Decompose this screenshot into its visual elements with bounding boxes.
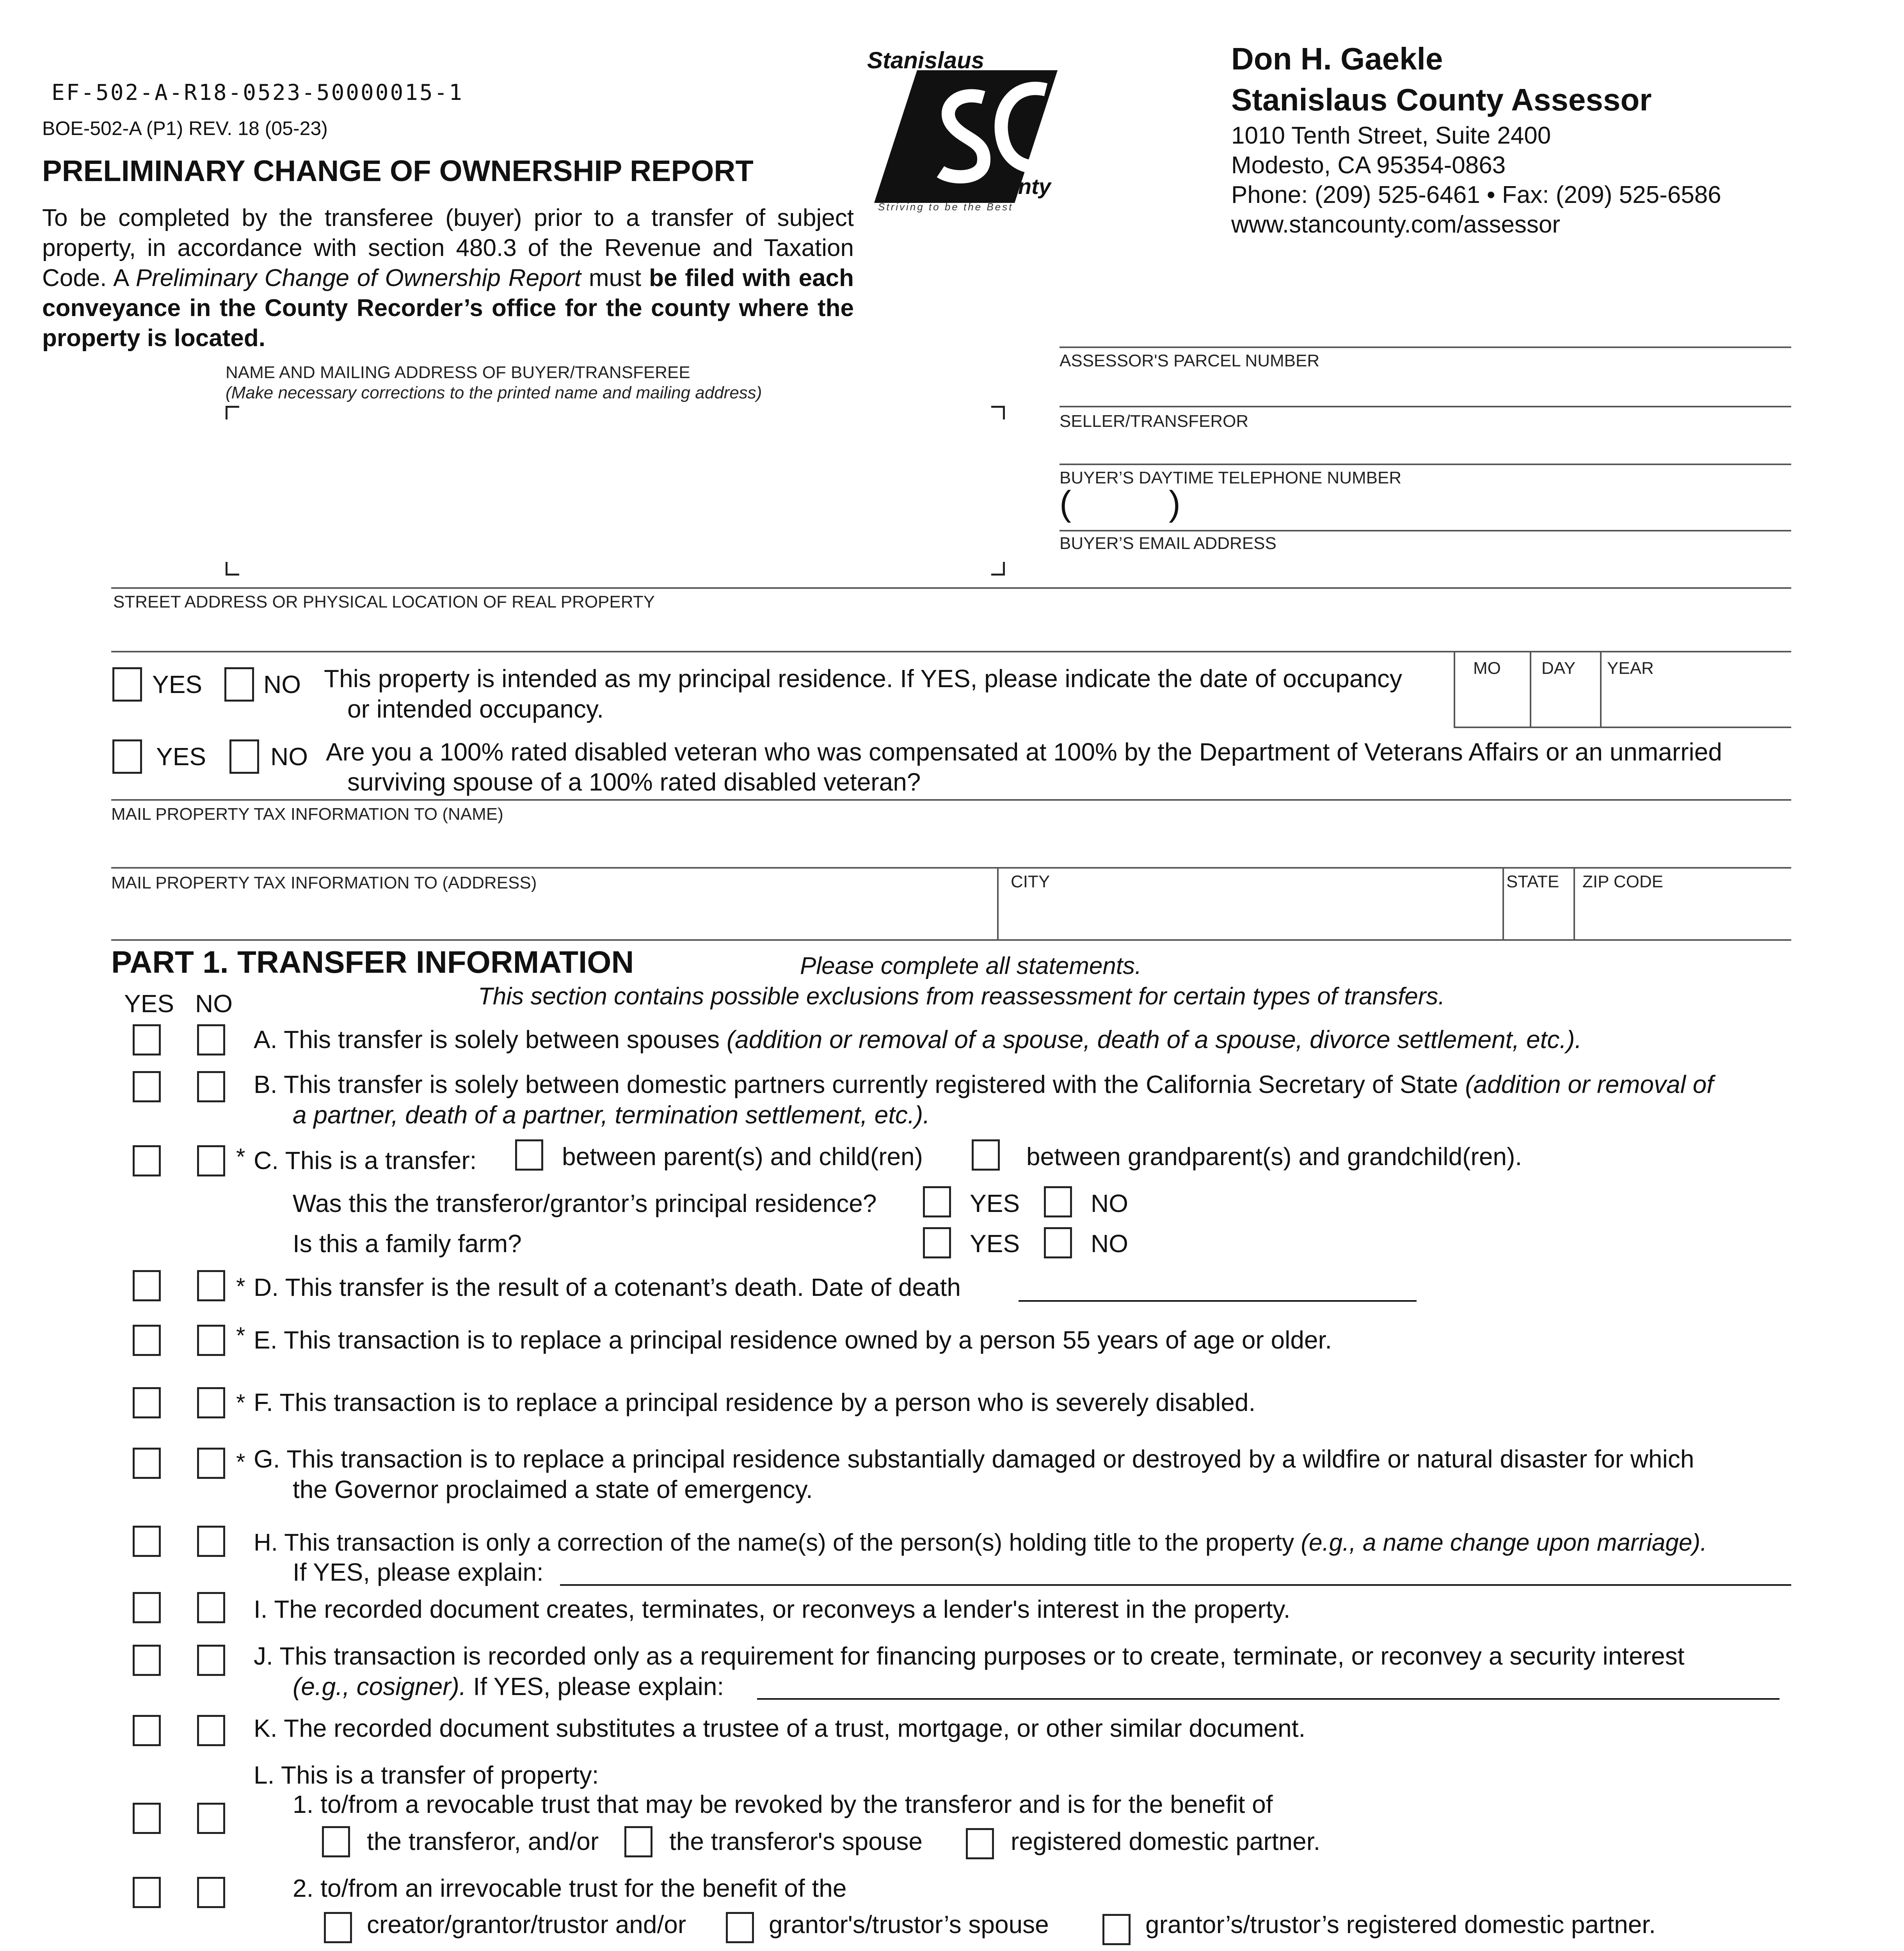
county-logo [866,47,1061,219]
item-e-yes-checkbox[interactable] [133,1325,161,1356]
email-label: BUYER’S EMAIL ADDRESS [1060,534,1276,553]
item-h-yes-checkbox[interactable] [133,1526,161,1557]
buyer-name-label: NAME AND MAILING ADDRESS OF BUYER/TRANSFEREE [226,363,690,382]
domestic-partner-label: registered domestic partner. [1011,1827,1321,1855]
item-l1-no-checkbox[interactable] [197,1803,225,1834]
phone-field[interactable]: ( ) [1060,484,1180,523]
no-label: NO [1091,1189,1128,1217]
apn-label: ASSESSOR'S PARCEL NUMBER [1060,351,1320,370]
grantor-partner-label: grantor’s/trustor’s registered domestic partner. [1145,1910,1656,1939]
item-h-no-checkbox[interactable] [197,1526,225,1557]
item-i-text: I. The recorded document creates, terminates, or reconveys a lender's interest in the property. [254,1595,1291,1623]
item-c-no-checkbox[interactable] [197,1145,225,1176]
residence-c-yes-checkbox[interactable] [923,1186,951,1217]
col-yes-header: YES [124,990,174,1018]
assessor-web[interactable]: www.stancounty.com/assessor [1231,211,1561,238]
transferor-spouse-label: the transferor's spouse [669,1827,923,1855]
mail-name-field[interactable] [111,824,1791,865]
item-h-text: H. This transaction is only a correction of the name(s) of the person(s) holding title to the property (e.g., a name change upon marriage). [254,1529,1707,1556]
item-c-q1: Was this the transferor/grantor’s principal residence? [293,1189,877,1217]
assessor-address2: Modesto, CA 95354-0863 [1231,152,1506,179]
assessor-contact [1231,121,1721,240]
item-j-no-checkbox[interactable] [197,1645,225,1676]
divider [111,651,1791,652]
item-j-text-2: (e.g., cosigner). If YES, please explain: [293,1672,724,1700]
divider [111,799,1791,801]
no-label: NO [270,743,308,771]
asterisk: * [236,1144,245,1170]
item-l1-text: 1. to/from a revocable trust that may be revoked by the transferor and is for the benefit of [293,1790,1273,1818]
grantor-spouse-checkbox[interactable] [726,1912,754,1943]
asterisk: * [236,1273,245,1299]
apn-field[interactable] [1060,371,1791,405]
occupancy-day-field[interactable] [1532,679,1599,726]
transferor-spouse-checkbox[interactable] [624,1826,652,1857]
yes-label: YES [152,670,203,698]
item-l2-text: 2. to/from an irrevocable trust for the benefit of the [293,1874,847,1902]
item-j-text: J. This transaction is recorded only as a requirement for financing purposes or to create, terminate, or reconvey a security interest [254,1642,1685,1670]
item-g-yes-checkbox[interactable] [133,1448,161,1479]
transferor-checkbox[interactable] [322,1826,350,1857]
logo-bottom-text: County [976,174,1051,199]
grandparent-label: between grandparent(s) and grandchild(ren). [1026,1143,1522,1171]
veteran-no-checkbox[interactable] [229,739,259,774]
yes-label: YES [970,1230,1020,1258]
item-d-yes-checkbox[interactable] [133,1270,161,1301]
seller-field[interactable] [1060,431,1791,462]
item-k-yes-checkbox[interactable] [133,1715,161,1746]
item-g-text: G. This transaction is to replace a principal residence substantially damaged or destroyed by a wildfire or natural disaster for which [254,1445,1694,1473]
zip-label: ZIP CODE [1582,872,1664,891]
city-label: CITY [1011,872,1050,891]
item-g-no-checkbox[interactable] [197,1448,225,1479]
item-l2-no-checkbox[interactable] [197,1877,225,1908]
asterisk: * [236,1390,245,1416]
seller-label: SELLER/TRANSFEROR [1060,412,1249,431]
item-b-yes-checkbox[interactable] [133,1071,161,1102]
item-l2-yes-checkbox[interactable] [133,1877,161,1908]
assessor-office: Stanislaus County Assessor [1231,82,1652,117]
assessor-address1: 1010 Tenth Street, Suite 2400 [1231,122,1551,149]
item-c-q2: Is this a family farm? [293,1230,522,1258]
divider [997,867,999,939]
grantor-spouse-label: grantor's/trustor’s spouse [769,1910,1049,1939]
form-number: BOE-502-A (P1) REV. 18 (05-23) [42,117,328,139]
residence-no-checkbox[interactable] [224,667,254,702]
item-i-no-checkbox[interactable] [197,1592,225,1623]
divider [1060,406,1791,407]
address-corner-br [991,562,1005,576]
yes-label: YES [970,1189,1020,1217]
mail-name-label: MAIL PROPERTY TAX INFORMATION TO (NAME) [111,805,503,824]
state-field[interactable] [1505,894,1572,937]
item-e-no-checkbox[interactable] [197,1325,225,1356]
asterisk: * [236,1449,245,1475]
item-f-no-checkbox[interactable] [197,1387,225,1418]
occupancy-month-field[interactable] [1456,679,1528,726]
farm-yes-checkbox[interactable] [923,1227,951,1258]
creator-label: creator/grantor/trustor and/or [367,1910,686,1939]
year-label: YEAR [1607,659,1654,678]
divider [1454,727,1791,728]
divider [111,939,1791,941]
divider [1060,464,1791,465]
item-h-explain-label: If YES, please explain: [293,1558,544,1586]
street-label: STREET ADDRESS OR PHYSICAL LOCATION OF REAL PROPERTY [113,592,655,611]
item-c-yes-checkbox[interactable] [133,1145,161,1176]
item-c-text: C. This is a transfer: [254,1146,477,1175]
residence-c-no-checkbox[interactable] [1044,1186,1072,1217]
divider [1060,346,1791,348]
form-code: EF-502-A-R18-0523-50000015-1 [52,80,464,105]
occupancy-year-field[interactable] [1603,679,1790,726]
part1-subtitle: This section contains possible exclusions from reassessment for certain types of transfers. [478,983,1445,1010]
item-g-text-2: the Governor proclaimed a state of emergency. [293,1475,813,1503]
mo-label: MO [1473,659,1501,678]
item-f-text: F. This transaction is to replace a principal residence by a person who is severely disabled. [254,1388,1256,1416]
item-j-yes-checkbox[interactable] [133,1645,161,1676]
address-corner-bl [226,562,239,576]
logo-top-text: Stanislaus [867,47,985,73]
item-k-no-checkbox[interactable] [197,1715,225,1746]
residence-yes-checkbox[interactable] [112,667,142,702]
zip-field[interactable] [1576,894,1791,937]
intro-text: To be completed by the transferee (buyer) prior to a transfer of subject property, in accordance with section 480.3 of the Revenue and Taxation Code. A Preliminary Change of Ownership Report must be filed with each conveyance in the County Recorder’s office for the county where the property is located. [42,204,854,352]
veteran-yes-checkbox[interactable] [112,739,142,774]
grantor-partner-checkbox[interactable] [1102,1914,1131,1945]
item-a-yes-checkbox[interactable] [133,1024,161,1055]
assessor-phone: Phone: (209) 525-6461 • Fax: (209) 525-6586 [1231,181,1721,208]
item-e-text: E. This transaction is to replace a principal residence owned by a person 55 years of age or older. [254,1326,1332,1354]
mail-address-label: MAIL PROPERTY TAX INFORMATION TO (ADDRESS) [111,873,537,892]
item-l-text: L. This is a transfer of property: [254,1761,599,1789]
veteran-question-1: Are you a 100% rated disabled veteran who was compensated at 100% by the Department of Veterans Affairs or an unmarried [326,738,1722,766]
item-a-no-checkbox[interactable] [197,1024,225,1055]
divider [1060,530,1791,531]
divider [1573,867,1575,939]
city-field[interactable] [1000,894,1501,937]
buyer-address-field[interactable] [234,421,987,562]
date-of-death-field[interactable] [1019,1300,1417,1302]
item-i-yes-checkbox[interactable] [133,1592,161,1623]
address-corner-tl [226,406,239,419]
divider [1454,651,1455,727]
state-label: STATE [1506,872,1559,891]
divider [1600,651,1602,727]
divider [111,587,1791,589]
asterisk: * [236,1322,245,1349]
email-field[interactable] [1060,553,1791,585]
residence-question-1: This property is intended as my principal residence. If YES, please indicate the date of occupancy [324,665,1403,693]
divider [111,867,1791,869]
domestic-partner-checkbox[interactable] [966,1828,994,1859]
buyer-name-note: (Make necessary corrections to the printed name and mailing address) [226,383,762,402]
item-a-text: A. This transfer is solely between spouses (addition or removal of a spouse, death of a spouse, divorce settlement, etc.). [254,1025,1582,1054]
parent-child-label: between parent(s) and child(ren) [562,1143,923,1171]
col-no-header: NO [195,990,233,1018]
item-d-text: D. This transfer is the result of a cotenant’s death. Date of death [254,1273,961,1301]
divider [1530,651,1531,727]
part1-title: PART 1. TRANSFER INFORMATION [111,945,634,979]
item-k-text: K. The recorded document substitutes a trustee of a trust, mortgage, or other similar document. [254,1714,1306,1742]
street-field[interactable] [113,613,1791,650]
item-j-explain-field[interactable] [757,1698,1780,1700]
grandparent-checkbox[interactable] [972,1139,1000,1171]
item-b-no-checkbox[interactable] [197,1071,225,1102]
parent-child-checkbox[interactable] [515,1139,543,1171]
no-label: NO [263,670,301,698]
item-h-explain-field[interactable] [560,1584,1791,1586]
transferor-label: the transferor, and/or [367,1827,599,1855]
creator-checkbox[interactable] [324,1912,352,1943]
yes-label: YES [156,743,206,771]
page-title: PRELIMINARY CHANGE OF OWNERSHIP REPORT [42,155,754,188]
address-corner-tr [991,406,1005,419]
item-l1-yes-checkbox[interactable] [133,1803,161,1834]
item-b-text-2: a partner, death of a partner, termination settlement, etc.). [293,1101,930,1129]
no-label: NO [1091,1230,1128,1258]
mail-address-field[interactable] [111,894,997,937]
item-f-yes-checkbox[interactable] [133,1387,161,1418]
day-label: DAY [1541,659,1576,678]
farm-no-checkbox[interactable] [1044,1227,1072,1258]
divider [1502,867,1504,939]
assessor-name: Don H. Gaekle [1231,41,1443,76]
logo-tagline: Striving to be the Best [878,201,1013,213]
residence-question-2: or intended occupancy. [347,695,604,723]
item-b-text: B. This transfer is solely between domestic partners currently registered with the California Secretary of State (addition or removal of [254,1070,1714,1098]
phone-label: BUYER’S DAYTIME TELEPHONE NUMBER [1060,468,1402,487]
veteran-question-2: surviving spouse of a 100% rated disabled veteran? [347,768,921,796]
item-d-no-checkbox[interactable] [197,1270,225,1301]
part1-instruction: Please complete all statements. [800,952,1142,979]
